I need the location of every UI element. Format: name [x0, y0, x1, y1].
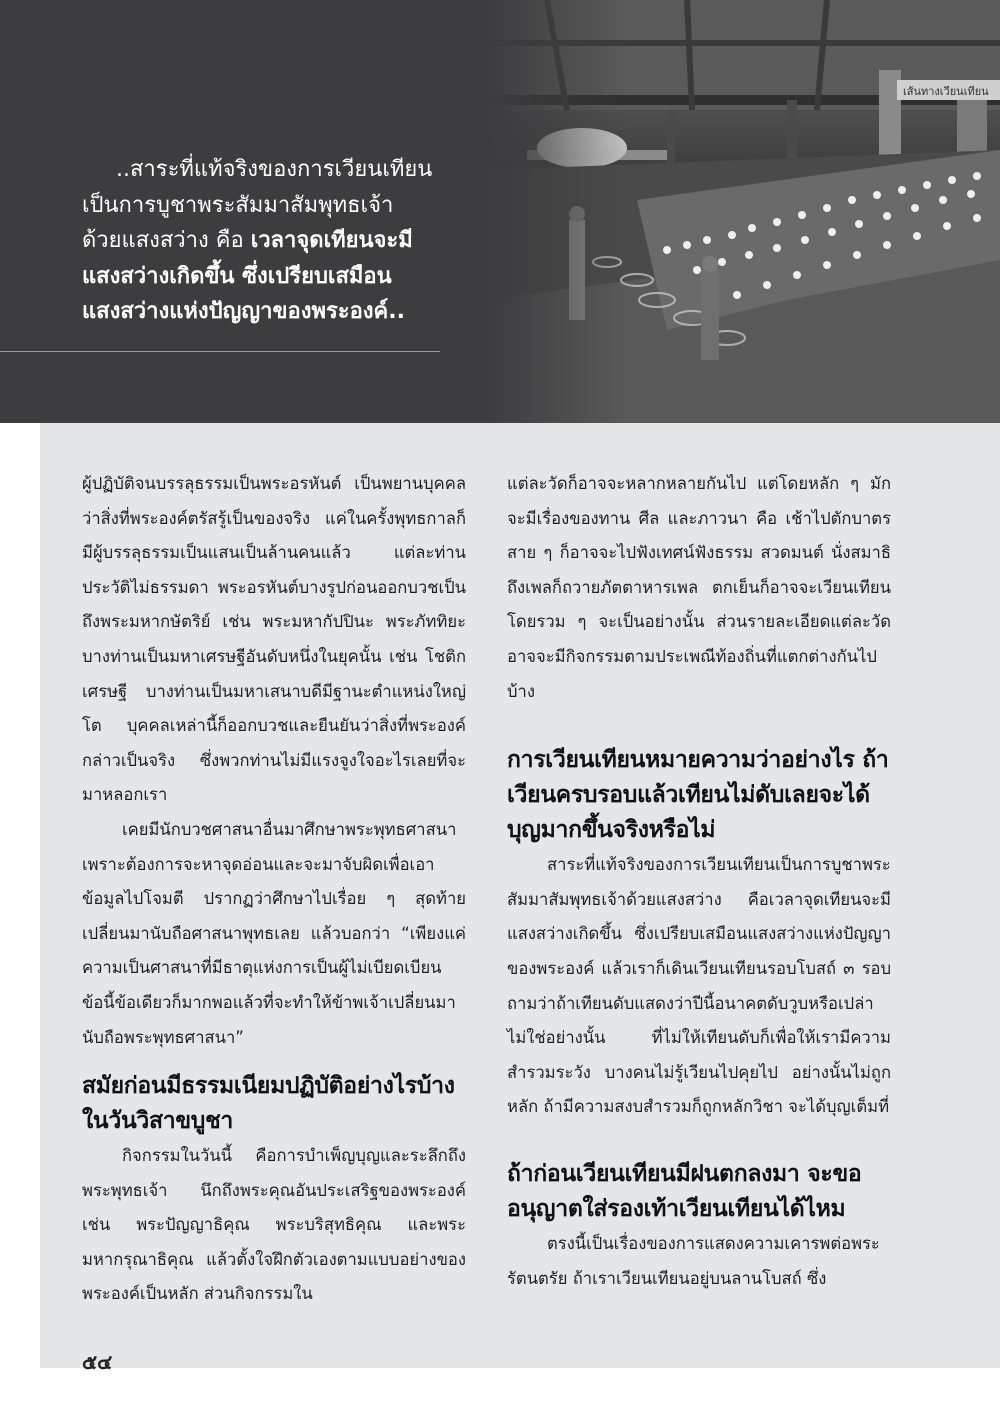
- pull-quote: [82, 152, 444, 330]
- photo-fade: [487, 0, 627, 423]
- right-paragraph-1: แต่ละวัดก็อาจจะหลากหลายกันไป แต่โดยหลัก ๆ มักจะมีเรื่องของทาน ศีล และภาวนา คือ เช้าไปตักบาตร สาย ๆ ก็อาจจะไปฟังเทศน์ฟังธรรม สวดมนต์ นั่งสมาธิ ถึงเพลก็ถวายภัตตาหารเพล ตกเย็นก็อาจจะเวียนเทียน โดยรวม ๆ จะเป็นอย่างนั้น ส่วนรายละเอียดแต่ละวัดอาจจะมีกิจกรรมตามประเพณีท้องถิ่นที่แตกต่างกันไปบ้าง: [507, 474, 891, 701]
- quote-line-5: แสงสว่างแห่งปัญญาของพระองค์..: [82, 299, 405, 324]
- right-paragraph-3: ตรงนี้เป็นเรื่องของการแสดงความเคารพต่อพระรัตนตรัย ถ้าเราเวียนเทียนอยู่บนลานโบสถ์ ซึ่ง: [507, 1233, 880, 1288]
- right-heading-1: การเวียนเทียนหมายความว่าอย่างไร ถ้าเวียนครบรอบแล้วเทียนไม่ดับเลยจะได้บุญมากขึ้นจริงหรือไม่: [507, 747, 889, 844]
- sign-text: เส้นทางเวียนเทียน: [903, 85, 989, 98]
- right-heading-2: ถ้าก่อนเวียนเทียนมีฝนตกลงมา จะขออนุญาตใส่รองเท้าเวียนเทียนได้ไหม: [507, 1160, 862, 1222]
- right-paragraph-2: สาระที่แท้จริงของการเวียนเทียนเป็นการบูชาพระสัมมาสัมพุทธเจ้าด้วยแสงสว่าง คือเวลาจุดเทียนจะมีแสงสว่างเกิดขึ้น ซึ่งเปรียบเสมือนแสงสว่างแห่งปัญญาของพระองค์ แล้วเราก็เดินเวียนเทียนรอบโบสถ์ ๓ รอบ ถามว่าถ้าเทียนดับแสดงว่าปีนี้อนาคตดับวูบหรือเปล่า ไม่ใช่อย่างนั้น ที่ไม่ให้เทียนดับก็เพื่อให้เรามีความสำรวมระวัง บางคนไม่รู้เวียนไปคุยไป อย่างนั้นไม่ถูกหลัก ถ้ามีความสงบสำรวมก็ถูกหลักวิชา จะได้บุญเต็มที่: [507, 855, 891, 1117]
- quote-line-1: ..สาระที่แท้จริงของการเวียนเทียน: [116, 157, 433, 182]
- left-paragraph-3: กิจกรรมในวันนี้ คือการบำเพ็ญบุญและระลึกถึงพระพุทธเจ้า นึกถึงพระคุณอันประเสริฐของพระองค์ เช่น พระปัญญาธิคุณ พระบริสุทธิคุณ และพระมหากรุณาธิคุณ แล้วตั้งใจฝึกตัวเองตามแบบอย่างของพระองค์เป็นหลัก ส่วนกิจกรรมใน: [82, 1146, 466, 1304]
- left-paragraph-1: ผู้ปฏิบัติจนบรรลุธรรมเป็นพระอรหันต์ เป็นพยานบุคคลว่าสิ่งที่พระองค์ตรัสรู้เป็นของจริง แค่ในครั้งพุทธกาลก็มีผู้บรรลุธรรมเป็นแสนเป็นล้านคนแล้ว แต่ละท่านประวัติไม่ธรรมดา พระอรหันต์บางรูปก่อนออกบวชเป็นถึงพระมหากษัตริย์ เช่น พระมหากัปปินะ พระภัททิยะ บางท่านเป็นมหาเศรษฐีอันดับหนึ่งในยุคนั้น เช่น โชติกเศรษฐี บางท่านเป็นมหาเสนาบดีมีฐานะตำแหน่งใหญ่โต บุคคลเหล่านี้ก็ออกบวชและยืนยันว่าสิ่งที่พระองค์กล่าวเป็นจริง ซึ่งพวกท่านไม่มีแรงจูงใจอะไรเลยที่จะมาหลอกเรา: [82, 474, 466, 805]
- left-heading-1: สมัยก่อนมีธรรมเนียมปฏิบัติอย่างไรบ้างในวันวิสาขบูชา: [82, 1073, 455, 1135]
- quote-line-3-a: ด้วยแสงสว่าง คือ: [82, 228, 251, 253]
- page-number: ๕๔: [82, 1350, 113, 1374]
- left-paragraph-2: เคยมีนักบวชศาสนาอื่นมาศึกษาพระพุทธศาสนา เพราะต้องการจะหาจุดอ่อนและจะมาจับผิดเพื่อเอาข้อมูลไปโจมตี ปรากฏว่าศึกษาไปเรื่อย ๆ สุดท้ายเปลี่ยนมานับถือศาสนาพุทธเลย แล้วบอกว่า “เพียงแค่ความเป็นศาสนาที่มีธาตุแห่งการเป็นผู้ไม่เบียดเบียน ข้อนี้ข้อเดียวก็มากพอแล้วที่จะทำให้ข้าพเจ้าเปลี่ยนมานับถือพระพุทธศาสนา”: [82, 819, 466, 1047]
- right-column: [507, 467, 891, 1296]
- quote-line-2: เป็นการบูชาพระสัมมาสัมพุทธเจ้า: [82, 192, 394, 218]
- quote-line-3-b: เวลาจุดเทียนจะมี: [250, 228, 413, 253]
- hero-banner: [0, 0, 1000, 423]
- left-column: [82, 467, 466, 1312]
- quote-line-4: แสงสว่างเกิดขึ้น ซึ่งเปรียบเสมือน: [82, 263, 392, 289]
- quote-line-3: [82, 223, 444, 259]
- quote-divider: [0, 351, 440, 352]
